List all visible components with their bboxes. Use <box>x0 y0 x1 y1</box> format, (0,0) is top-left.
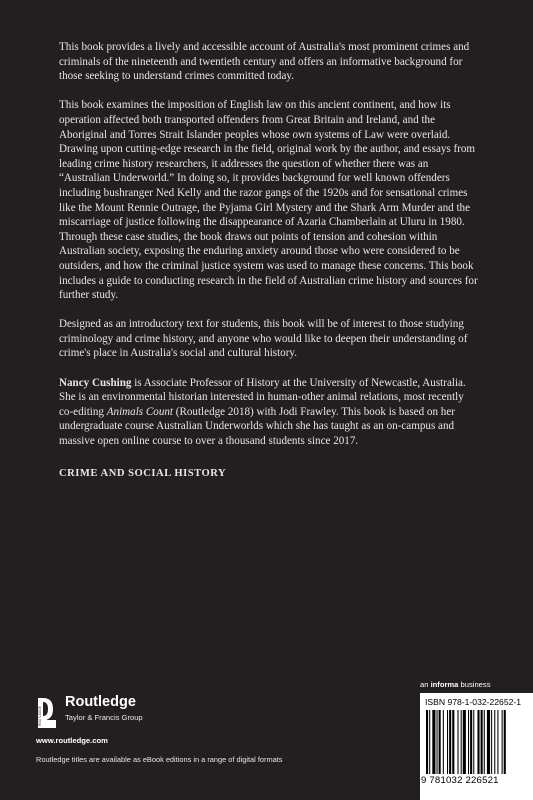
back-cover-blurb <box>59 40 479 463</box>
logo-spine-text: ROUTLEDGE <box>38 706 42 726</box>
informa-brand: informa <box>430 680 459 689</box>
author-bio-text: is Associate Professor of History at the University of Newcastle, Australia. She is an environmental historian interested in human-other animal relations, most recently co-editing <box>59 376 466 418</box>
author-bio <box>59 376 479 449</box>
informa-business-label <box>420 680 491 689</box>
related-book-title: Animals Count <box>106 405 174 418</box>
author-bio-text-end: (Routledge 2018) with Jodi Frawley. This book is based on her undergraduate course Australian Underworlds which she has taught as an on-campus and massive open online course to over a thousand students since 2017. <box>59 405 455 448</box>
ebook-note: Routledge titles are available as eBook editions in a range of digital formats <box>36 755 283 764</box>
author-name: Nancy Cushing <box>59 376 132 389</box>
isbn-label: ISBN 978-1-032-22652-1 <box>425 697 522 707</box>
informa-prefix: an <box>420 680 431 689</box>
publisher-name: Routledge <box>65 694 136 710</box>
blurb-paragraph-scope: This book examines the imposition of English law on this ancient continent, and how its operation affected both transported offenders from Great Britain and Ireland, and the Aboriginal and Torres Strait Islander peoples whose own systems of Law were overlaid. Drawing upon cutting-edge research in the field, original work by the author, and essays from leading crime history researchers, it addresses the question of whether there was an “Australian Underworld.” In doing so, it provides background for well known offenders including bushranger Ned Kelly and the razor gangs of the 1920s and for sensational crimes like the Mount Rennie Outrage, the Pyjama Girl Mystery and the Shark Arm Murder and the miscarriage of justice following the disappearance of Azaria Chamberlain at Uluru in 1980. Through these case studies, the book draws out points of tension and cohesion within Australian society, exposing the enduring anxiety around those who were considered to be outsiders, and how the criminal justice system was used to manage these concerns. This book includes a guide to conducting research in the field of Australian crime history and sources for further study. <box>59 99 478 302</box>
informa-suffix: business <box>458 680 491 689</box>
series-name: CRIME AND SOCIAL HISTORY <box>59 468 227 479</box>
blurb-paragraph-audience: Designed as an introductory text for students, this book will be of interest to those studying criminology and crime history, and anyone who would like to deepen their understanding of crime's place in Australia's social and cultural history. <box>59 318 468 360</box>
publisher-url[interactable]: www.routledge.com <box>36 736 108 745</box>
barcode-digits: 9 781032 226521 <box>421 775 499 786</box>
routledge-logo-icon <box>36 694 58 728</box>
publisher-group: Taylor & Francis Group <box>65 713 143 722</box>
isbn-barcode-box <box>420 693 533 800</box>
blurb-paragraph-intro: This book provides a lively and accessible account of Australia's most prominent crimes and criminals of the nineteenth and twentieth century and offers an informative background for those seeking to understand crimes committed today. <box>59 41 470 83</box>
barcode-icon <box>426 710 530 774</box>
